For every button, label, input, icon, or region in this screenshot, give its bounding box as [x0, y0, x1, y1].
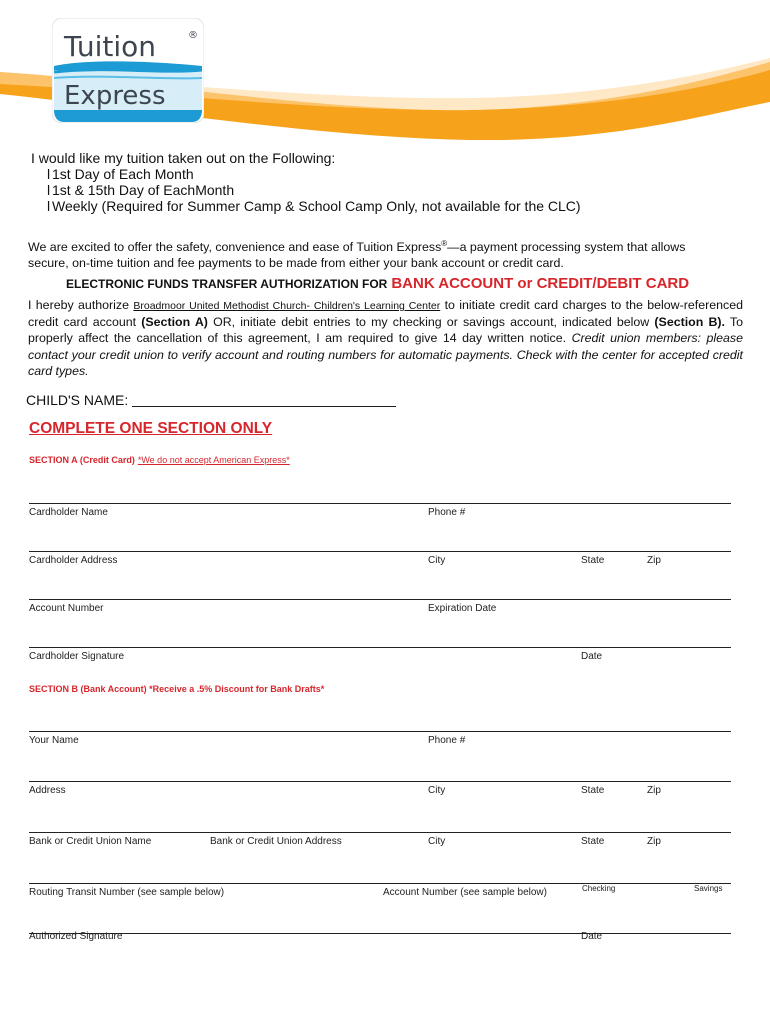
city-label: City [428, 785, 446, 796]
date-label: Date [581, 651, 603, 662]
cardholder-address-line[interactable] [29, 551, 731, 552]
authorization-paragraph [28, 297, 743, 379]
auth-section-a: (Section A) [141, 315, 208, 330]
routing-number-label: Routing Transit Number (see sample below) [29, 887, 225, 898]
option-first-day[interactable] [31, 166, 581, 182]
option-checkbox[interactable]: l [47, 166, 51, 182]
section-a-heading [29, 455, 290, 465]
phone-label: Phone # [428, 735, 466, 746]
option-label: Weekly (Required for Summer Camp & School Camp Only, not available for the CLC) [52, 198, 581, 214]
tuition-express-logo [52, 18, 204, 123]
your-name-label: Your Name [29, 735, 79, 746]
option-label: 1st & 15th Day of EachMonth [52, 182, 235, 198]
section-a-note: *We do not accept American Express* [137, 455, 290, 465]
section-b-heading: SECTION B (Bank Account) *Receive a .5% Discount for Bank Drafts* [29, 684, 325, 694]
authorized-signature-line[interactable] [29, 933, 731, 934]
address-line[interactable] [29, 781, 731, 782]
zip-label: Zip [647, 785, 661, 796]
bank-name-line[interactable] [29, 832, 731, 833]
logo-line2: Express [64, 81, 166, 111]
authorized-signature-label: Authorized Signature [29, 931, 123, 942]
state-label: State [581, 785, 605, 796]
eft-heading [66, 275, 689, 292]
address-label: Address [29, 785, 66, 796]
city-label: City [428, 555, 446, 566]
state-label: State [581, 836, 605, 847]
complete-one-heading: COMPLETE ONE SECTION ONLY [29, 420, 273, 437]
auth-section-b: (Section B). [654, 315, 725, 330]
child-name-label: CHILD'S NAME: [26, 392, 129, 408]
account-number-label: Account Number [29, 603, 104, 614]
eft-heading-black: ELECTRONIC FUNDS TRANSFER AUTHORIZATION FOR [66, 277, 388, 291]
option-checkbox[interactable]: l [47, 198, 51, 214]
section-a-title: SECTION A (Credit Card) [29, 455, 135, 465]
your-name-line[interactable] [29, 731, 731, 732]
intro-paragraph [28, 236, 728, 271]
option-weekly[interactable] [31, 198, 581, 214]
auth-text: To properly affect the cancellation of this agreement, I am required to give 14 day written notice. [28, 315, 743, 346]
schedule-heading: I would like my tuition taken out on the Following: [31, 150, 336, 166]
option-first-fifteenth[interactable] [31, 182, 581, 198]
eft-heading-red: BANK ACCOUNT or CREDIT/DEBIT CARD [391, 275, 690, 292]
cardholder-signature-label: Cardholder Signature [29, 651, 125, 662]
bank-address-label: Bank or Credit Union Address [210, 836, 342, 847]
child-name-input[interactable] [132, 392, 396, 407]
tuition-schedule-block [31, 150, 581, 214]
savings-label[interactable]: Savings [694, 884, 723, 893]
phone-label: Phone # [428, 507, 466, 518]
routing-line[interactable] [29, 883, 731, 884]
state-label: State [581, 555, 605, 566]
city-label: City [428, 836, 446, 847]
auth-text: to initiate credit card charges to the below-referenced credit card account [28, 298, 743, 330]
credit-union-note: Credit union members: please contact your credit union to verify account and routing numbers for automatic payments. Check with the center for accepted credit card types. [28, 331, 743, 378]
child-name-field[interactable] [26, 392, 396, 408]
option-label: 1st Day of Each Month [52, 166, 194, 182]
date-label: Date [581, 931, 603, 942]
p1-reg: ® [441, 239, 448, 248]
p1-text-b: —a payment processing system that allows secure, on-time tuition and fee payments to be made from either your bank account or credit card. [28, 240, 686, 271]
auth-text: OR, initiate debit entries to my checking or savings account, indicated below [207, 315, 655, 330]
logo-line1: Tuition [64, 30, 157, 63]
cardholder-name-line[interactable] [29, 503, 731, 504]
logo-registered: ® [188, 30, 198, 41]
church-name: Broadmoor United Methodist Church- Children's Learning Center [133, 300, 441, 312]
cardholder-address-label: Cardholder Address [29, 555, 118, 566]
cardholder-name-label: Cardholder Name [29, 507, 108, 518]
account-number-line[interactable] [29, 599, 731, 600]
p1-text: We are excited to offer the safety, convenience and ease of Tuition Express [28, 240, 442, 255]
cardholder-signature-line[interactable] [29, 647, 731, 648]
zip-label: Zip [647, 836, 661, 847]
checking-label[interactable]: Checking [582, 884, 616, 893]
account-number-sample-label: Account Number (see sample below) [383, 887, 547, 898]
zip-label: Zip [647, 555, 661, 566]
auth-text: I hereby authorize [28, 298, 134, 312]
bank-name-label: Bank or Credit Union Name [29, 836, 152, 847]
option-checkbox[interactable]: l [47, 182, 51, 198]
expiration-date-label: Expiration Date [428, 603, 497, 614]
